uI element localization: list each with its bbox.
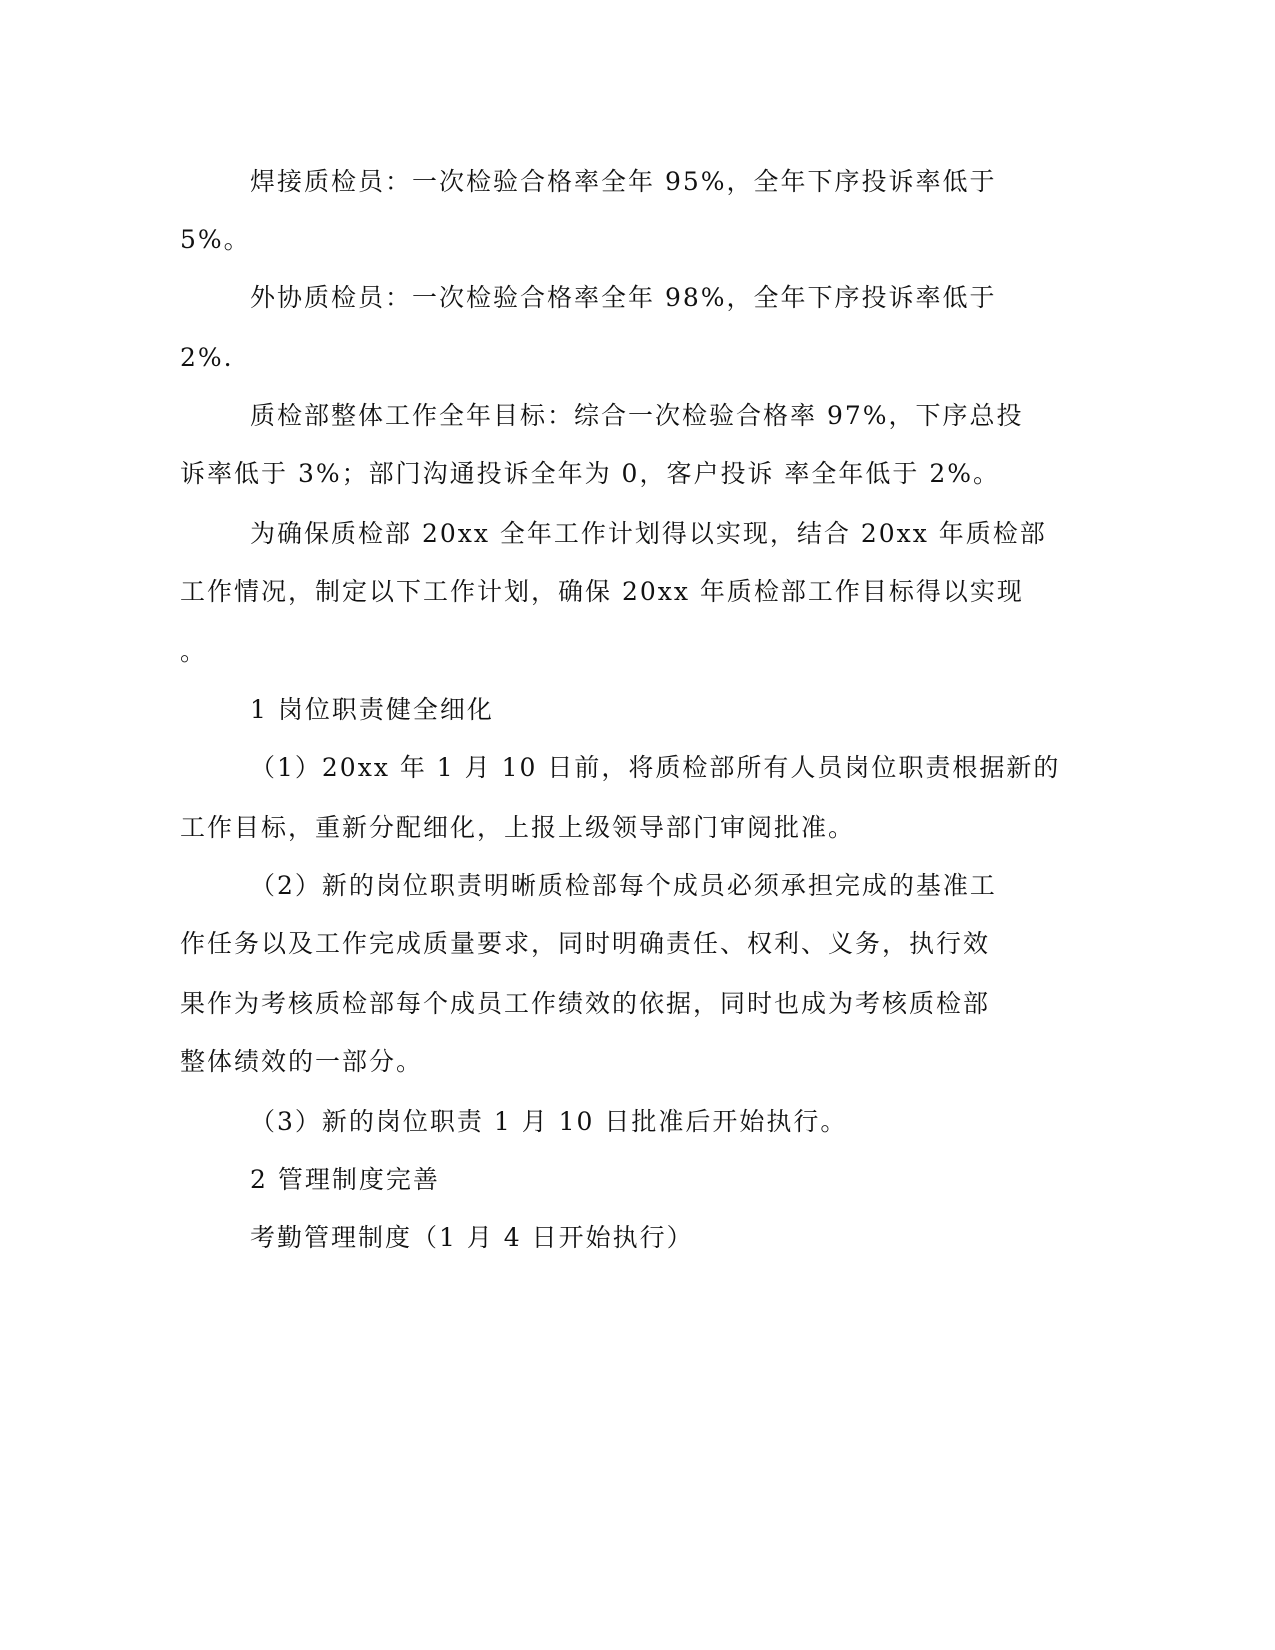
text-line: 诉率低于 3%；部门沟通投诉全年为 0，客户投诉 率全年低于 2%。 (180, 459, 1001, 488)
text-line: 工作目标，重新分配细化，上报上级领导部门审阅批准。 (180, 813, 856, 842)
section-heading: 2 管理制度完善 (250, 1165, 440, 1194)
text-line: （2）新的岗位职责明晰质检部每个成员必须承担完成的基准工 (250, 871, 997, 900)
text-line: （3）新的岗位职责 1 月 10 日批准后开始执行。 (250, 1107, 848, 1136)
text-line: 焊接质检员：一次检验合格率全年 95%，全年下序投诉率低于 (250, 167, 997, 196)
text-line: 5%。 (180, 225, 251, 254)
section-heading: 1 岗位职责健全细化 (250, 695, 494, 724)
text-line: 为确保质检部 20xx 全年工作计划得以实现，结合 20xx 年质检部 (250, 519, 1047, 548)
text-line: 2%. (180, 343, 234, 372)
text-line: 。 (180, 637, 208, 666)
text-line: （1）20xx 年 1 月 10 日前，将质检部所有人员岗位职责根据新的 (250, 753, 1061, 782)
text-line: 工作情况，制定以下工作计划，确保 20xx 年质检部工作目标得以实现 (180, 577, 1024, 606)
text-line: 作任务以及工作完成质量要求，同时明确责任、权利、义务，执行效 (180, 929, 991, 958)
text-line: 整体绩效的一部分。 (180, 1047, 424, 1076)
text-line: 质检部整体工作全年目标：综合一次检验合格率 97%，下序总投 (250, 401, 1024, 430)
text-line: 果作为考核质检部每个成员工作绩效的依据，同时也成为考核质检部 (180, 989, 991, 1018)
text-line: 外协质检员：一次检验合格率全年 98%，全年下序投诉率低于 (250, 283, 997, 312)
text-line: 考勤管理制度（1 月 4 日开始执行） (250, 1223, 694, 1252)
